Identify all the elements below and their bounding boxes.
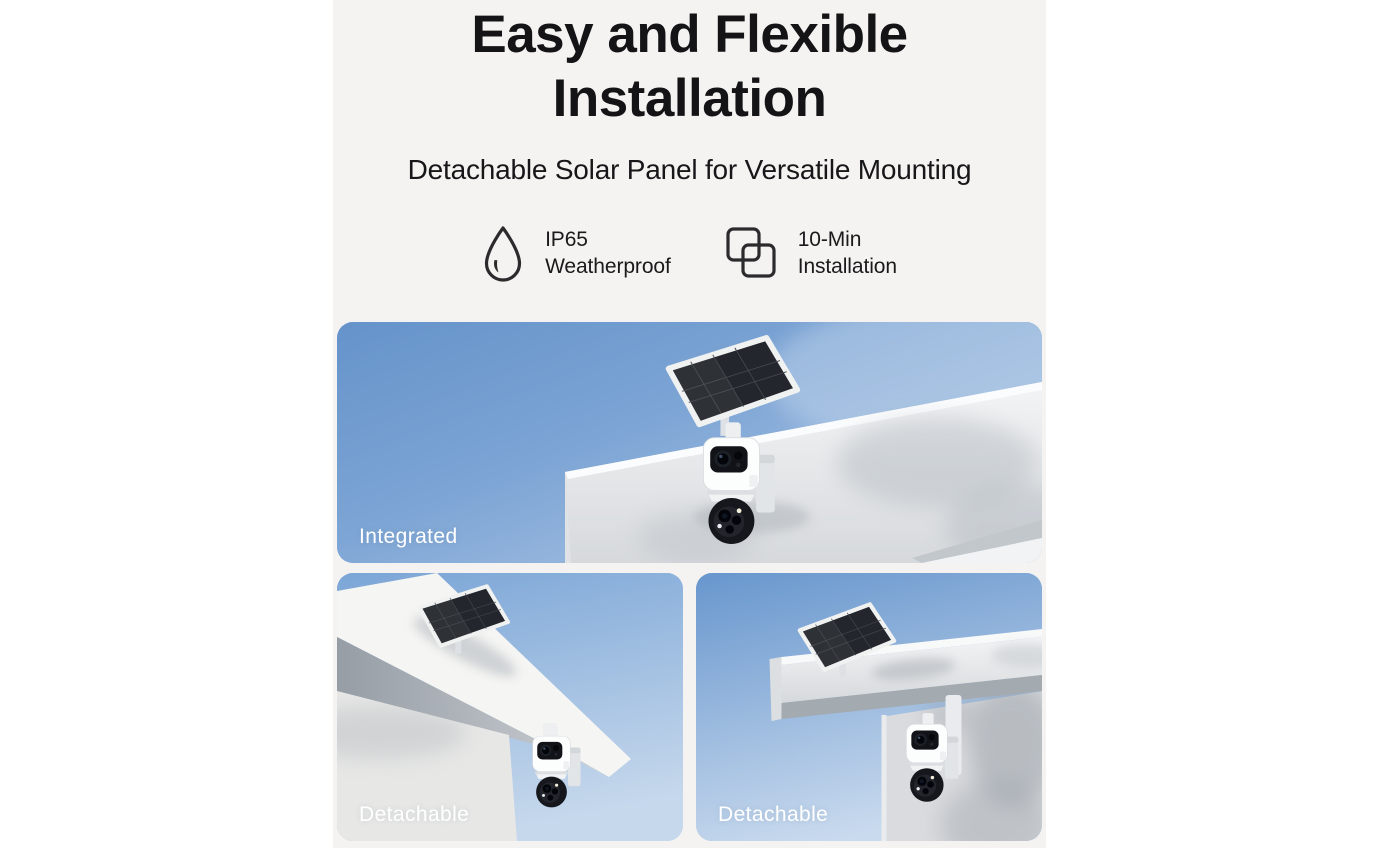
photo-gallery	[333, 322, 1046, 841]
page-title-line1: Easy and Flexible	[471, 5, 908, 64]
photo-row	[337, 573, 1042, 841]
photo-label: Detachable	[718, 803, 829, 826]
water-drop-icon	[482, 224, 524, 282]
feature-installation-line1: 10-Min	[797, 228, 862, 251]
page-title	[333, 0, 1046, 131]
page-subtitle: Detachable Solar Panel for Versatile Mounting	[407, 154, 972, 185]
feature-installation-text	[798, 226, 897, 280]
feature-weatherproof-text	[545, 226, 671, 280]
detachable-eave-photo	[337, 573, 683, 841]
feature-installation	[725, 226, 897, 280]
feature-weatherproof-line2: Weatherproof	[545, 255, 671, 278]
photo-label: Integrated	[359, 525, 458, 548]
page-title-line2: Installation	[552, 69, 827, 128]
detachable-wall-photo	[696, 573, 1042, 841]
overlapping-squares-icon	[725, 226, 777, 280]
content-column	[333, 0, 1046, 848]
photo-card-detachable-wall	[696, 573, 1042, 841]
feature-installation-line2: Installation	[797, 255, 897, 278]
photo-card-integrated	[337, 322, 1042, 563]
feature-weatherproof	[482, 224, 671, 282]
photo-label: Detachable	[359, 803, 470, 826]
feature-weatherproof-line1: IP65	[545, 228, 588, 251]
photo-card-detachable-eave	[337, 573, 683, 841]
feature-row	[333, 224, 1046, 282]
